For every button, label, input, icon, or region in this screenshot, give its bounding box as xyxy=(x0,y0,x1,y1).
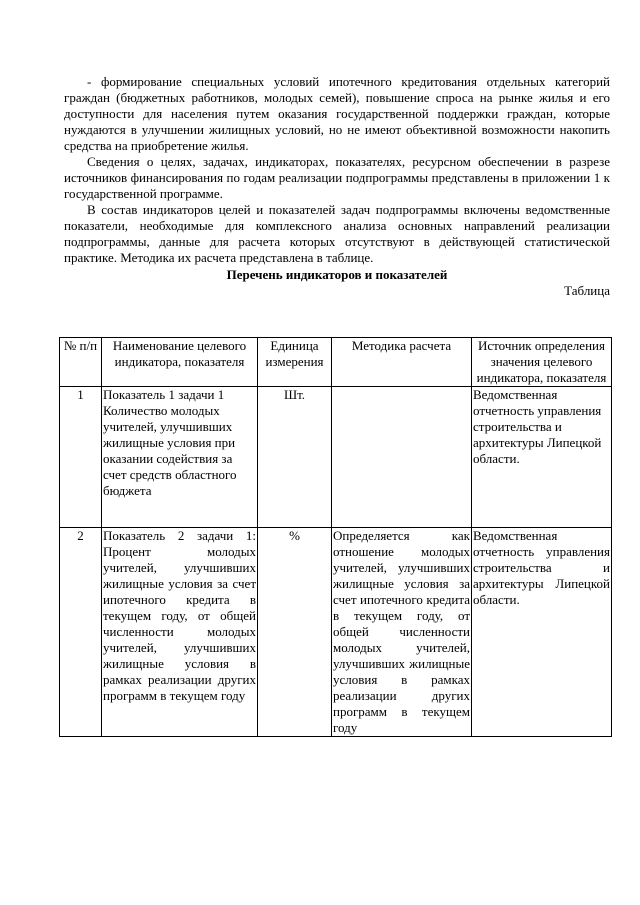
paragraph-indicators-composition: В состав индикаторов целей и показателей задач подпрограммы включены ведомственные показатели, необходимые для комплексного анализа основных направлений реализации подпрограммы, данные для расчета которых отсутствуют в действующей статистической практике. Методика их расчета представлена в таблице. xyxy=(64,202,610,265)
header-num: № п/п xyxy=(60,338,102,387)
header-method: Методика расчета xyxy=(332,338,472,387)
table-header-row xyxy=(60,338,612,387)
document-page xyxy=(64,74,610,299)
row-1-num: 1 xyxy=(60,387,102,528)
row-1-method xyxy=(332,387,472,528)
table-row xyxy=(60,387,612,528)
row-2-name: Показатель 2 задачи 1: Процент молодых учителей, улучшивших жилищные условия за счет ипотечного кредита в текущем году, от общей численности молодых учителей, улучшивших жилищные условия в рамках реализации других программ в текущем году xyxy=(102,528,258,737)
header-unit: Единица измерения xyxy=(258,338,332,387)
table-row xyxy=(60,528,612,737)
row-1-unit: Шт. xyxy=(258,387,332,528)
header-source: Источник определения значения целевого индикатора, показателя xyxy=(472,338,612,387)
table-label: Таблица xyxy=(564,283,610,298)
row-1-source: Ведомственная отчетность управления строительства и архитектуры Липецкой области. xyxy=(472,387,612,528)
paragraph-mortgage-conditions: - формирование специальных условий ипотечного кредитования отдельных категорий граждан (бюджетных работников, молодых семей), повышение спроса на рынке жилья и его доступности для населения путем оказания государственной поддержки граждан, которые нуждаются в улучшении жилищных условий, но не имеют объективной возможности накопить средства на приобретение жилья. xyxy=(64,74,610,153)
indicators-table xyxy=(59,337,612,737)
paragraph-goals-info: Сведения о целях, задачах, индикаторах, показателях, ресурсном обеспечении в разрезе источников финансирования по годам реализации подпрограммы представлены в приложении 1 к государственной программе. xyxy=(64,154,610,201)
row-2-unit: % xyxy=(258,528,332,737)
header-name: Наименование целевого индикатора, показателя xyxy=(102,338,258,387)
table-title: Перечень индикаторов и показателей xyxy=(226,267,448,282)
row-2-num: 2 xyxy=(60,528,102,737)
row-2-method: Определяется как отношение молодых учителей, улучшивших жилищные условия за счет ипотечного кредита в текущем году, от общей численности молодых учителей, улучшивших жилищные условия в рамках реализации других программ в текущем году xyxy=(333,528,470,735)
row-2-source: Ведомственная отчетность управления строительства и архитектуры Липецкой области. xyxy=(472,528,612,737)
row-1-name: Показатель 1 задачи 1 Количество молодых учителей, улучшивших жилищные условия при оказании содействия за счет средств областного бюджета xyxy=(102,387,258,528)
